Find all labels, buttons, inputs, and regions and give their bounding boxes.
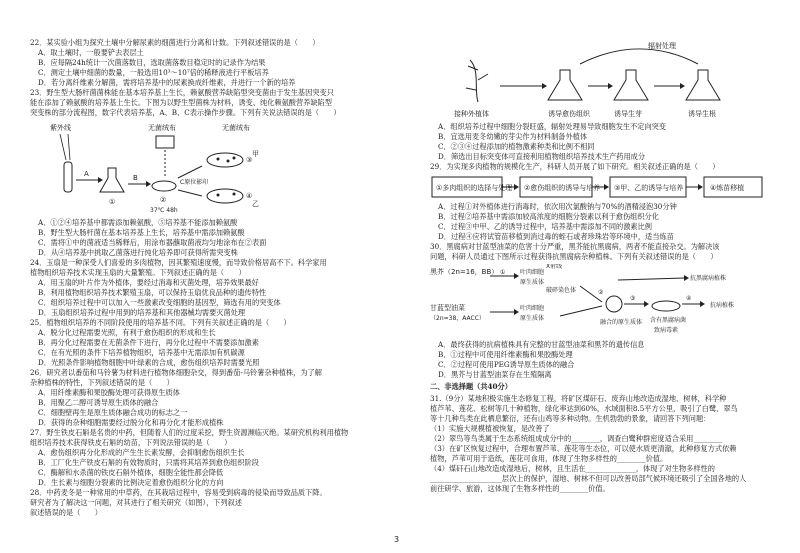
q30-option-c: C．②过程可使用PEG诱导原生质体的融合	[438, 360, 575, 369]
q24-option-c: C．组织培养过程中可以加入一些激素改变细胞的基因型，筛选有用的突变体	[38, 298, 281, 307]
q23-stem-1: 23．野生型大肠杆菌菌株能在基本培养基上生长，赖氨酸营养缺陷型突变菌由于发生基因突变只	[30, 88, 334, 97]
q27-option-a: A．愈伤组织再分化形成的产生生长素发酵，会抑制愈伤组织生长	[38, 448, 245, 457]
svg-text:②: ②	[160, 196, 167, 204]
q26-stem-1: 26．研究者以番茄和马铃薯为材料进行植物体细胞杂交，得到番茄-马铃薯杂种植株，为了解	[30, 368, 322, 377]
q31-line-3: 等十几种鸟类在此栖息繁衍，还有山鸡等多种动物。生机勃勃的景象，请回答下列问题：	[430, 414, 711, 423]
svg-text:叶肉细胞: 叶肉细胞	[520, 269, 545, 276]
q31-line-8: （4）煤矸石山地改造成湿地后，树林，且生活在______________，体现了对生物多样性的	[430, 464, 715, 473]
svg-text:含有黑腐病菌: 含有黑腐病菌	[650, 317, 687, 324]
q26-option-c: C．细胞壁再生是原生质体融合成功的标志之一	[38, 408, 188, 417]
q24-option-d: D．玉扇组织培养过程中用到的培养基和其他器械均需要灭菌处理	[38, 308, 246, 317]
q31-line-6: （3）在矿区恢复过程中，合理布置芦苇、莲花等生态位，可以使水质更清澈，此种修复方式依赖	[430, 444, 737, 453]
q27-option-d: D．生长素与细胞分裂素的比例决定着愈伤组织分化的方向	[38, 478, 224, 487]
q26-stem-2: 杂种植株的特性，下列叙述错误的是（ ）	[30, 378, 174, 387]
svg-text:融合的原生质体: 融合的原生质体	[600, 319, 643, 326]
q27-option-b: B．工厂化生产铁皮石斛的有效物质时，只需将其培养到愈伤组织阶段	[38, 458, 259, 467]
page-number: 3	[394, 535, 400, 544]
q28-stem-1: 28．中药麦冬是一种常用的中草药，在其栽培过程中，容易受到病毒的侵染而导致品质下降。	[30, 488, 327, 497]
q25-option-a: A．脱分化过程需要光照，有利于愈伤组织的形成和生长	[38, 328, 216, 337]
q28-figure	[430, 40, 792, 120]
svg-text:抗病植株: 抗病植株	[710, 302, 735, 309]
svg-text:C原位影印: C原位影印	[180, 179, 209, 186]
q26-option-d: D．获得的杂种细胞需要经过脱分化和再分化才能形成植株	[38, 418, 224, 427]
q27-stem-2: 组织培养技术获得铁皮石斛的幼苗，下列说法错误的是（ ）	[30, 438, 232, 447]
svg-text:④炼苗移植: ④炼苗移植	[710, 184, 745, 192]
q23-option-b: B．野生型大肠杆菌在基本培养基上生长，培养基中需添加赖氨酸	[38, 228, 245, 237]
test-tube-icon	[64, 162, 72, 192]
q23-option-d: D．从④培养基中挑取乙菌落进行纯化培养即可获得所需突变株	[38, 248, 238, 257]
svg-text:诱导愈伤组织: 诱导愈伤组织	[548, 110, 590, 118]
q23-stem-3: 突变株的部分流程图，数字代表培养基，A、B、C表示操作步骤。下列有关说法错误的是（ ）	[30, 108, 341, 117]
q29-flowchart	[430, 174, 792, 200]
q30-stem-2: 问题，科研人员通过下图所示过程获得抗黑腐病杂种植株。下列有关叙述错误的是（ ）	[430, 252, 718, 261]
q23-stem-2: 能在添加了赖氨酸的培养基上生长。下图为以野生型菌株为材料，诱变、纯化赖氨酸营养缺陷型	[30, 98, 332, 107]
q23-option-c: C．需将①中的菌液适当稀释后，用涂布器蘸取菌液均匀地涂布在②表面	[38, 238, 267, 247]
svg-text:②: ②	[598, 289, 604, 296]
uv-label: 紫外线	[50, 124, 71, 132]
svg-text:①: ①	[500, 269, 506, 276]
q31-line-7: 植物，芦苇可用于造纸，莲花可食用，体现了生物多样性的________价值。	[430, 454, 668, 463]
q25-option-d: D．光照条件影响植物细胞中叶绿素的合成，愈伤组织培养时需要光照	[38, 358, 260, 367]
svg-text:B: B	[133, 174, 138, 182]
q22-stem: 22．某实验小组为探究土壤中分解尿素的细菌进行分离和计数。下列叙述错误的是（ ）	[30, 38, 320, 47]
svg-text:破碎染色体: 破碎染色体	[546, 287, 577, 294]
flask-shoot-icon	[614, 70, 648, 100]
q31-line-10: 前往研学、旅游，这体现了生物多样性的________价值。	[430, 484, 610, 493]
svg-text:X射线: X射线	[546, 264, 563, 270]
right-column	[430, 38, 792, 494]
flask-icon	[100, 168, 124, 192]
q26-option-a: A．用纤维素酶和果胶酶处理可获得原生质体	[38, 388, 180, 397]
velvet-icon	[156, 136, 174, 148]
svg-text:（2n=38，AACC）: （2n=38，AACC）	[430, 315, 485, 322]
svg-text:原生质体: 原生质体	[520, 279, 545, 286]
q22-option-a: A．取土壤时，一般要铲去表层土	[38, 48, 144, 57]
svg-text:致病毒素: 致病毒素	[654, 327, 679, 334]
svg-text:③甲、乙的诱导与培养: ③甲、乙的诱导与培养	[614, 184, 684, 192]
plate-icon	[652, 301, 680, 311]
q26-option-b: B．用聚乙二醇可诱导原生质体的融合	[38, 398, 159, 407]
svg-text:诱导生根: 诱导生根	[688, 110, 716, 118]
svg-text:①: ①	[109, 198, 116, 206]
q27-stem-1: 27．野生铁皮石斛是名贵的中药，但随着人们的过度采挖，野生资源濒临灭绝。某研究机构利用植物	[30, 428, 349, 437]
q31-line-2: 植芦苇、莲花、松树等几十种植物，绿化率达到60%，水域面积8.5平方公里，吸引了白鹭、翠鸟	[430, 404, 738, 413]
q22-option-d: D．若分离纤维素分解菌，需将培养基中的尿素换成纤维素，并进行一个新的培养	[38, 78, 296, 87]
q28-stem-3: 叙述错误的是（ ）	[30, 508, 102, 517]
q31-line-9: ____________________层次上的保护，湿地、树林不但可以改善局部气候环境还吸引了全国各地的人	[430, 474, 747, 483]
svg-text:叶肉细胞: 叶肉细胞	[520, 305, 545, 312]
q30-option-a: A．最终获得的抗病植株具有完整的甘蓝型油菜和黑芥的遗传信息	[438, 340, 645, 349]
svg-text:A: A	[84, 170, 89, 178]
q30-stem-1: 30．黑腐病对甘蓝型油菜的危害十分严重，黑芥能抗黑腐病，两者不能直接杂交。为解决该	[430, 242, 720, 251]
q24-stem-1: 24．玉扇是一种深受人们喜爱的多肉植物，因其繁殖速度慢，而导致价格居高不下。科学家用	[30, 258, 327, 267]
q27-option-c: C．酶解和水杀菌的铁皮石斛外植体，细胞全能性都会降低	[38, 468, 224, 477]
q28-option-b: B．宜选用麦冬幼嫩的芽尖作为材料制备外植体	[438, 132, 588, 141]
svg-text:黑芥（2n=16，BB）: 黑芥（2n=16，BB）	[430, 268, 499, 276]
svg-text:①多肉组织的选择与处理: ①多肉组织的选择与处理	[436, 184, 513, 192]
plate-2-icon	[152, 181, 176, 191]
q24-option-b: B．利用植物组织培养技术繁殖玉扇，可以保持玉扇优良品种的遗传特性	[38, 288, 267, 297]
flask-callus-icon	[548, 70, 582, 100]
q29-option-c: C．过程③中甲、乙的诱导过程中，培养基中需添加不同的激素比例	[438, 222, 652, 231]
svg-text:抗黑腐病植株: 抗黑腐病植株	[690, 275, 727, 282]
flask-root-icon	[686, 70, 720, 100]
plant-icon	[466, 60, 488, 102]
q28-stem-2: 研究者为了解决这一问题，对其进行了相关研究（如图），下列叙述	[30, 498, 243, 507]
q28-option-d: D．筛选出目标突变体可直接利用植物组织培养技术生产药用成分	[438, 152, 646, 161]
q29-stem: 29．为实现多肉植物的规模化生产，科研人员开展了如下研究。相关叙述正确的是（ ）	[430, 162, 720, 171]
svg-text:甘蓝型油菜: 甘蓝型油菜	[430, 304, 465, 312]
q30-figure	[430, 264, 792, 338]
svg-text:接种外植体: 接种外植体	[454, 110, 489, 118]
q24-stem-2: 植物组织培养技术实现玉扇的大量繁殖。下列叙述正确的是（ ）	[30, 268, 246, 277]
q22-option-b: B．应每隔24h统计一次菌落数目，选取菌落数目稳定时的记录作为结果	[38, 58, 266, 67]
svg-text:③: ③	[630, 295, 636, 302]
svg-text:37℃ 48h: 37℃ 48h	[150, 207, 178, 214]
q25-stem: 25．植物组织培养的不同阶段使用的培养基不同。下列有关叙述正确的是（ ）	[30, 318, 291, 327]
q30-option-d: D．黑芥与甘蓝型油菜存在生殖隔离	[438, 370, 552, 379]
svg-text:无菌绒布: 无菌绒布	[148, 124, 176, 132]
q29-option-b: B．过程②培养基中需添加较高浓度的细胞分裂素以利于愈伤组织分化	[438, 212, 659, 221]
q23-option-a: A．①②④培养基中都需添加赖氨酸，⑤培养基不能添加赖氨酸	[38, 218, 238, 227]
q30-option-b: B．①过程中可使用纤维素酶和果胶酶处理	[438, 350, 573, 359]
q23-figure	[30, 120, 392, 216]
fused-cell-icon	[606, 296, 622, 312]
q31-line-5: （2）翠鸟等鸟类属于生态系统组成成分中的________，调查白鹭种群密度适合采用________	[430, 434, 723, 443]
svg-text:②愈伤组织的诱导与培养: ②愈伤组织的诱导与培养	[524, 184, 601, 192]
q31-line-1: 31.（9分）某地积极实施生态修复工程，将矿区煤矸石、废弃山地改造成湿地、树林，科学种	[430, 394, 727, 403]
svg-text:乙: 乙	[252, 200, 259, 208]
q29-option-a: A．过程①对外植体进行消毒时，依次用次氯酸钠与70%的酒精浸泡30分钟	[438, 202, 677, 211]
q28-option-c: C．②③④过程添加的植物激素种类和比例不相同	[438, 142, 595, 151]
plate-3-icon	[207, 153, 243, 167]
q28-option-a: A．组织培养过程中细胞分裂旺盛，辐射处理易导致细胞发生不定向突变	[438, 122, 667, 131]
left-column	[30, 38, 392, 518]
sterile-velvet-label: 无菌绒布	[222, 124, 250, 132]
q25-option-c: C．在有光照的条件下培养植物组织，培养基中无需添加有机碳源	[38, 348, 245, 357]
svg-text:原生质体: 原生质体	[520, 315, 545, 322]
svg-text:甲: 甲	[252, 150, 259, 158]
svg-text:③: ③	[246, 156, 253, 164]
q29-option-d: D．过程④应将试管苗移植到消过毒的蛭石或者珍珠岩等环境中，适当炼苗	[438, 232, 674, 241]
plate-4-icon	[207, 189, 243, 203]
q25-option-b: B．再分化过程需要在无菌条件下进行，再分化过程中不需要添加激素	[38, 338, 259, 347]
q31-line-4: （1）实施大规模植被恢复，是改善了	[430, 424, 550, 433]
q22-option-c: C．测定土壤中细菌的数量，一般选用10³～10⁷倍的稀释液进行平板培养	[38, 68, 269, 77]
svg-text:辐射处理: 辐射处理	[648, 42, 676, 50]
svg-text:④: ④	[246, 192, 253, 200]
svg-text:诱导生芽: 诱导生芽	[614, 110, 642, 118]
svg-text:④: ④	[686, 295, 692, 302]
section-2-heading: 二、非选择题（共40分）	[430, 382, 512, 391]
q24-option-a: A．用玉扇的叶片作为外植体，要经过消毒和灭菌处理，培养效果最好	[38, 278, 259, 287]
